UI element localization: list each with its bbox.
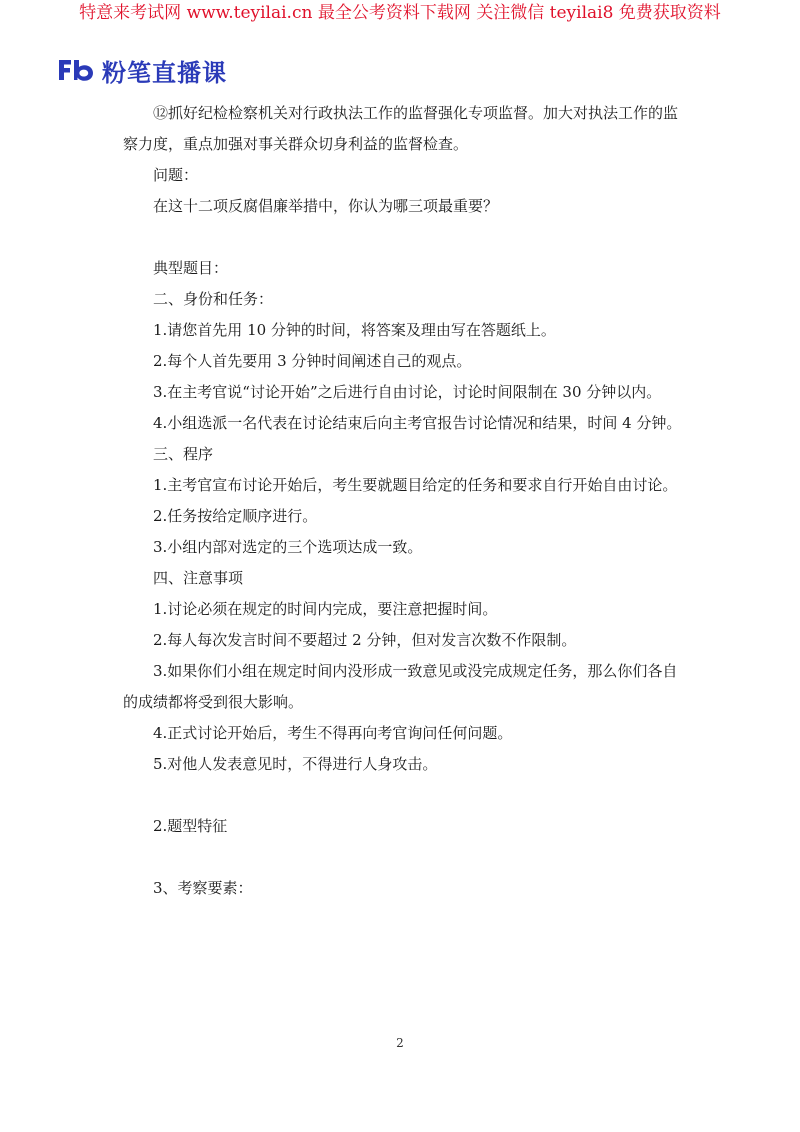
section-heading-notes: 四、注意事项: [153, 569, 244, 587]
list-item: 1.讨论必须在规定的时间内完成，要注意把握时间。: [153, 600, 498, 618]
brand-name: 粉笔直播课: [102, 58, 227, 87]
document-body: [123, 98, 690, 904]
top-banner: 特意来考试网 www.teyilai.cn 最全公考资料下载网 关注微信 teyilai8 免费获取资料: [79, 3, 721, 23]
question-label: 问题：: [153, 166, 199, 184]
section-heading-identity: 二、身份和任务：: [153, 290, 274, 308]
question-text: 在这十二项反腐倡廉举措中，你认为哪三项最重要？: [153, 197, 499, 215]
fb-logo-icon: [56, 57, 96, 83]
spacer: [123, 842, 690, 873]
brand-header: [56, 54, 227, 86]
section-heading-typical: 典型题目：: [153, 259, 229, 277]
section-heading-features: 2.题型特征: [153, 817, 228, 835]
section-heading-procedure: 三、程序: [153, 445, 214, 463]
list-item: 4.小组选派一名代表在讨论结束后向主考官报告讨论情况和结果，时间 4 分钟。: [153, 414, 682, 432]
list-item: 3.小组内部对选定的三个选项达成一致。: [153, 538, 423, 556]
list-item: 2.每人每次发言时间不要超过 2 分钟，但对发言次数不作限制。: [153, 631, 577, 649]
spacer: [123, 780, 690, 811]
page-number: 2: [396, 1036, 404, 1050]
list-item: 3.如果你们小组在规定时间内没形成一致意见或没完成规定任务，那么你们各自的成绩都将受到很大影响。: [123, 662, 678, 711]
list-item: 1.请您首先用 10 分钟的时间，将答案及理由写在答题纸上。: [153, 321, 556, 339]
list-item: 3.在主考官说“讨论开始”之后进行自由讨论，讨论时间限制在 30 分钟以内。: [153, 383, 662, 401]
paragraph-item-12: ⑫抓好纪检检察机关对行政执法工作的监督强化专项监督。加大对执法工作的监察力度，重点加强对事关群众切身利益的监督检查。: [123, 104, 679, 153]
list-item: 2.每个人首先要用 3 分钟时间阐述自己的观点。: [153, 352, 472, 370]
list-item: 5.对他人发表意见时，不得进行人身攻击。: [153, 755, 438, 773]
list-item: 1.主考官宣布讨论开始后，考生要就题目给定的任务和要求自行开始自由讨论。: [153, 476, 678, 494]
section-heading-elements: 3、考察要素：: [153, 879, 253, 897]
spacer: [123, 222, 690, 253]
list-item: 4.正式讨论开始后，考生不得再向考官询问任何问题。: [153, 724, 513, 742]
list-item: 2.任务按给定顺序进行。: [153, 507, 318, 525]
